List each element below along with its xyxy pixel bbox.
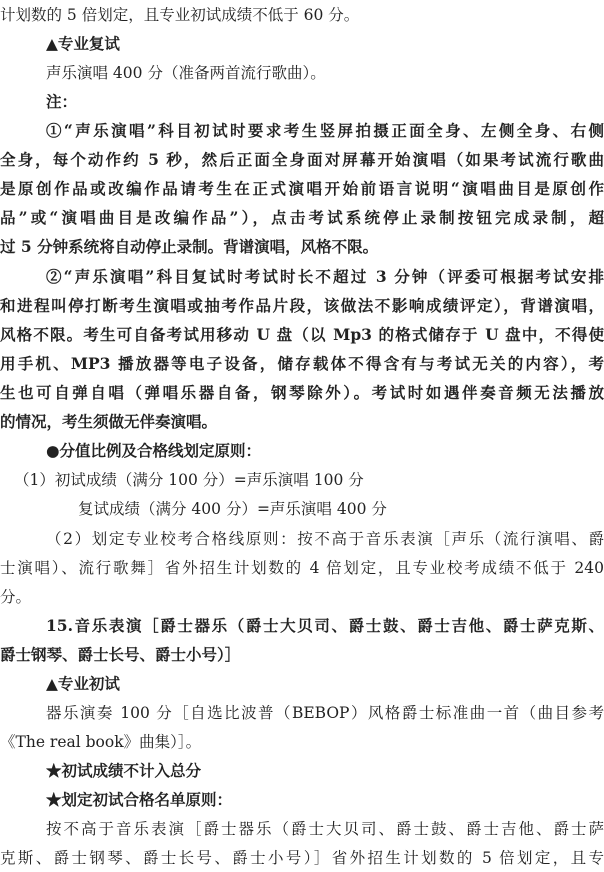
note-line: 的情况，考生须做无伴奏演唱。 [0,412,218,431]
major-heading: 15.音乐表演［爵士器乐（爵士大贝司、爵士鼓、爵士吉他、爵士萨克斯、 [46,616,604,635]
major-heading: 爵士钢琴、爵士长号、爵士小号）］ [0,645,241,664]
note-line: 品”或“演唱曲目是改编作品”），点击考试系统停止录制按钮完成录制，超 [0,208,604,227]
note-line: 风格不限。考生可自备考试用移动 U 盘（以 Mp3 的格式储存于 U 盘中，不得使 [0,325,604,344]
paragraph-line: 《The real book》曲集）］。 [0,733,202,751]
paragraph-line: 按不高于音乐表演［爵士器乐（爵士大贝司、爵士鼓、爵士吉他、爵士萨 [46,820,604,838]
paragraph-line: 分。 [0,588,32,606]
note-line: 全身，每个动作约 5 秒，然后正面全身面对屏幕开始演唱（如果考试流行歌曲 [0,150,604,169]
star-item: ★划定初试合格名单原则： [46,790,233,809]
note-heading: 注： [46,92,78,111]
star-item: ★初试成绩不计入总分 [46,761,202,780]
paragraph-line: 器乐演奏 100 分［自选比波普（BEBOP）风格爵士标准曲一首（曲目参考 [46,704,604,722]
paragraph-line: 士演唱）、流行歌舞］省外招生计划数的 4 倍划定，且专业校考成绩不低于 240 [0,559,604,577]
section-heading-retest: ▲专业复试 [46,34,120,53]
score-line: 复试成绩（满分 400 分）=声乐演唱 400 分 [78,500,387,518]
note-line: 过 5 分钟系统将自动停止录制。背谱演唱，风格不限。 [0,237,379,256]
note-line: ②“声乐演唱”科目复试时考试时长不超过 3 分钟（评委可根据考试安排 [46,267,604,286]
section-heading-pretest: ▲专业初试 [46,674,120,693]
score-line: （1）初试成绩（满分 100 分）=声乐演唱 100 分 [14,471,364,489]
paragraph-line: 计划数的 5 倍划定，且专业初试成绩不低于 60 分。 [0,6,360,24]
note-line: ①“声乐演唱”科目初试时要求考生竖屏拍摄正面全身、左侧全身、右侧 [46,121,604,140]
note-line: 和进程叫停打断考生演唱或抽考作品片段，该做法不影响成绩评定），背谱演唱， [0,296,604,315]
paragraph-line: （2）划定专业校考合格线原则：按不高于音乐表演［声乐（流行演唱、爵 [46,530,604,548]
paragraph-line: 声乐演唱 400 分（准备两首流行歌曲）。 [46,64,326,82]
note-line: 生也可自弹自唱（弹唱乐器自备，钢琴除外）。考试时如遇伴奏音频无法播放 [0,383,604,402]
note-line: 是原创作品或改编作品请考生在正式演唱开始前语言说明“演唱曲目是原创作 [0,179,604,198]
note-line: 用手机、MP3 播放器等电子设备，储存载体不得含有与考试无关的内容），考 [0,354,604,373]
paragraph-line: 克斯、爵士钢琴、爵士长号、爵士小号）］省外招生计划数的 5 倍划定，且专 [0,849,604,867]
section-heading-score: ●分值比例及合格线划定原则： [46,441,262,460]
